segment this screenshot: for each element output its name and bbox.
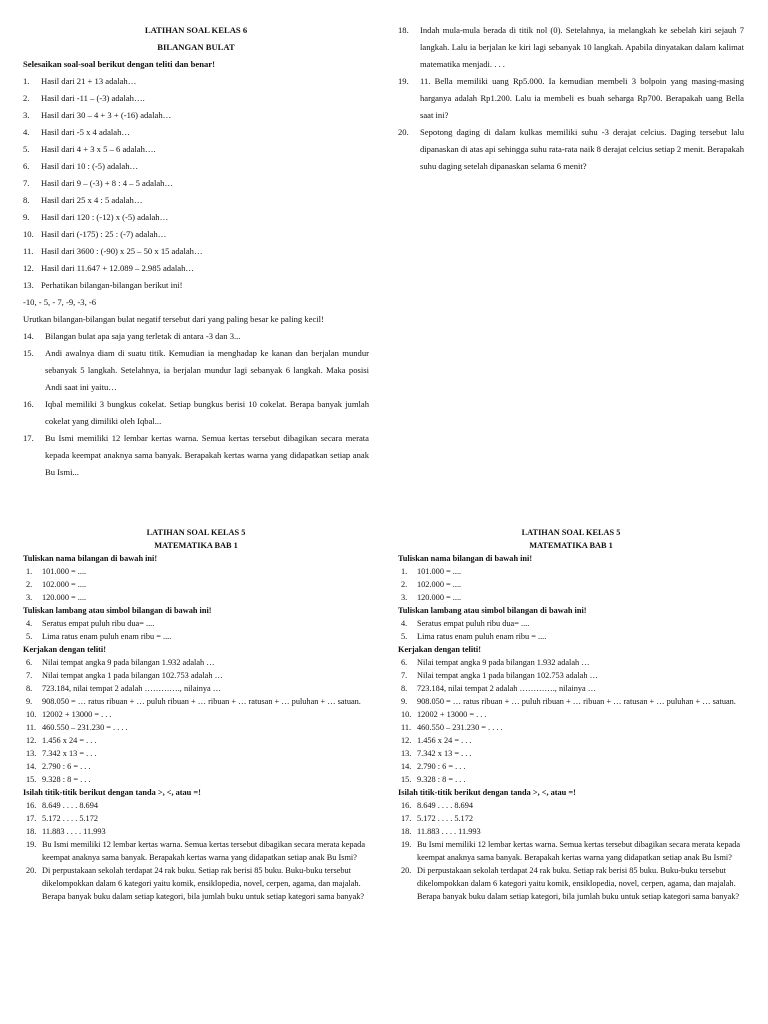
- question-item: [23, 141, 369, 158]
- question-text: Di perpustakaan sekolah terdapat 24 rak buku. Setiap rak berisi 85 buku. Buku-buku tersebut dikelompokkan dalam 6 kategori yaitu komik, ensiklopedia, novel, cerpen, agama, dan majalah. Berapa banyak buku dalam setiap kategori, bila jumlah buku untuk setiap kategori sama banyak?: [417, 866, 740, 901]
- question-number: 8.: [401, 684, 408, 693]
- question-item: [23, 812, 369, 825]
- question-item: [23, 617, 369, 630]
- question-number: 11.: [23, 246, 34, 256]
- question-number: 17.: [26, 814, 37, 823]
- question-text: Hasil dari 9 – (-3) + 8 : 4 – 5 adalah…: [41, 178, 174, 188]
- question-number: 12.: [26, 736, 37, 745]
- question-number: 8.: [26, 684, 33, 693]
- kelas5-section-4: Isilah titik-titik berikut dengan tanda >, <, atau =!: [398, 788, 576, 797]
- question-item: [23, 669, 369, 682]
- question-item: [398, 73, 744, 124]
- question-number: 6.: [26, 658, 33, 667]
- question-text: 102.000 = ....: [417, 580, 462, 589]
- question-number: 15.: [23, 348, 34, 358]
- question-number: 4.: [26, 619, 33, 628]
- question-item: [398, 799, 744, 812]
- question-text: Nilai tempat angka 9 pada bilangan 1.932 adalah …: [42, 658, 215, 667]
- question-text: Hasil dari 10 : (-5) adalah…: [41, 161, 139, 171]
- question-item: [398, 22, 744, 73]
- question-text: 9.328 : 8 = . . .: [417, 775, 466, 784]
- question-number: 11.: [26, 723, 37, 732]
- question-item: [398, 747, 744, 760]
- question-number: 17.: [23, 433, 34, 443]
- question-item: [23, 192, 369, 209]
- question-number: 13.: [401, 749, 412, 758]
- question-text: Andi awalnya diam di suatu titik. Kemudian ia menghadap ke kanan dan berjalan mundur sebanyak 5 langkah. Setelahnya, ia berjalan mundur lagi sebanyak 6 langkah. Maka posisi Andi saat ini yaitu…: [45, 348, 369, 392]
- question-text: 7.342 x 13 = . . .: [42, 749, 97, 758]
- question-text: Nilai tempat angka 1 pada bilangan 102.753 adalah …: [42, 671, 223, 680]
- question-number: 6.: [23, 161, 30, 171]
- question-number: 16.: [23, 399, 34, 409]
- question-text: Bu Ismi memiliki 12 lembar kertas warna. Semua kertas tersebut dibagikan secara merata kepada keempat anaknya sama banyak. Berapakah kertas warna yang didapatkan setiap anak Bu Ismi?: [42, 840, 365, 862]
- question-item: [23, 345, 369, 396]
- kelas5-group-1: [398, 565, 744, 604]
- question-number: 7.: [401, 671, 408, 680]
- question-text: 120.000 = ....: [42, 593, 87, 602]
- question-text: 1.456 x 24 = . . .: [417, 736, 472, 745]
- question-item: [23, 799, 369, 812]
- question-number: 9.: [26, 697, 33, 706]
- question-number: 17.: [401, 814, 412, 823]
- question-text: 7.342 x 13 = . . .: [417, 749, 472, 758]
- question-item: [398, 838, 744, 864]
- question-number: 8.: [23, 195, 30, 205]
- question-text: 101.000 = ....: [417, 567, 462, 576]
- question-text: 102.000 = ....: [42, 580, 87, 589]
- question-number: 9.: [23, 212, 30, 222]
- question-number: 7.: [23, 178, 30, 188]
- question-number: 5.: [23, 144, 30, 154]
- question-text: 908.050 = … ratus ribuan + … puluh ribuan + … ribuan + … ratusan + … puluhan + … satuan.: [42, 697, 361, 706]
- question-text: Hasil dari 120 : (-12) x (-5) adalah…: [41, 212, 169, 222]
- question-text: 908.050 = … ratus ribuan + … puluh ribuan + … ribuan + … ratusan + … puluhan + … satuan.: [417, 697, 736, 706]
- question-item: [23, 73, 369, 90]
- question-number: 18.: [398, 25, 409, 35]
- question-text: 9.328 : 8 = . . .: [42, 775, 91, 784]
- question-text: 11.883 . . . . 11.993: [417, 827, 481, 836]
- question-text: Indah mula-mula berada di titik nol (0). Setelahnya, ia melangkah ke sebelah kiri sejauh 7 langkah. Lalu ia berjalan ke kiri lagi sebanyak 10 langkah. Apabila dinyatakan dalam kalimat matematika menjadi. . . .: [420, 25, 744, 69]
- question-item: [23, 656, 369, 669]
- kelas5-group-2: [398, 617, 744, 643]
- question-text: Hasil dari 30 – 4 + 3 + (-16) adalah…: [41, 110, 172, 120]
- question-item: [23, 430, 369, 481]
- question-text: Hasil dari (-175) : 25 : (-7) adalah…: [41, 229, 167, 239]
- kelas5-group-2: [23, 617, 369, 643]
- question-text: Hasil dari 3600 : (-90) x 25 – 50 x 15 adalah…: [41, 246, 203, 256]
- question-text: 101.000 = ....: [42, 567, 87, 576]
- kelas5-title: LATIHAN SOAL KELAS 5: [521, 528, 621, 537]
- question-text: Bilangan bulat apa saja yang terletak di antara -3 dan 3...: [45, 331, 241, 341]
- question-number: 4.: [401, 619, 408, 628]
- question-text: Hasil dari -5 x 4 adalah…: [41, 127, 131, 137]
- question-number: 6.: [401, 658, 408, 667]
- question-text: Di perpustakaan sekolah terdapat 24 rak buku. Setiap rak berisi 85 buku. Buku-buku tersebut dikelompokkan dalam 6 kategori yaitu komik, ensiklopedia, novel, cerpen, agama, dan majalah. Berapa banyak buku dalam setiap kategori, bila jumlah buku untuk setiap kategori sama banyak?: [42, 866, 365, 901]
- kelas6-subtitle: BILANGAN BULAT: [157, 42, 235, 52]
- question-item: [398, 669, 744, 682]
- question-number: 19.: [26, 840, 37, 849]
- question-number: 18.: [26, 827, 37, 836]
- question-number: 4.: [23, 127, 30, 137]
- question-text: Bu Ismi memiliki 12 lembar kertas warna. Semua kertas tersebut dibagikan secara merata kepada keempat anaknya sama banyak. Berapakah kertas warna yang didapatkan setiap anak Bu Ismi...: [45, 433, 369, 477]
- question-text: 11.883 . . . . 11.993: [42, 827, 106, 836]
- kelas5-group-1: [23, 565, 369, 604]
- question-number: 19.: [401, 840, 412, 849]
- question-number: 15.: [26, 775, 37, 784]
- question-text: Lima ratus enam puluh enam ribu = ....: [417, 632, 547, 641]
- question-text: Perhatikan bilangan-bilangan berikut ini!: [41, 280, 183, 290]
- question-text: 5.172 . . . . 5.172: [417, 814, 474, 823]
- question-text: Nilai tempat angka 9 pada bilangan 1.932 adalah …: [417, 658, 590, 667]
- question-number: 7.: [26, 671, 33, 680]
- kelas6-list-a: [23, 73, 369, 294]
- question-item: [398, 825, 744, 838]
- kelas6-list-b: [23, 328, 369, 481]
- kelas5-subtitle: MATEMATIKA BAB 1: [529, 541, 613, 550]
- question-number: 12.: [401, 736, 412, 745]
- question-text: 8.649 . . . . 8.694: [417, 801, 474, 810]
- question-item: [398, 760, 744, 773]
- question-item: [398, 721, 744, 734]
- question-item: [23, 124, 369, 141]
- question-text: Hasil dari 4 + 3 x 5 – 6 adalah….: [41, 144, 156, 154]
- question-text: Lima ratus enam puluh enam ribu = ....: [42, 632, 172, 641]
- kelas5-title: LATIHAN SOAL KELAS 5: [146, 528, 246, 537]
- kelas6-sort-instruction: Urutkan bilangan-bilangan bulat negatif tersebut dari yang paling besar ke paling kecil!: [23, 314, 324, 324]
- question-text: Bu Ismi memiliki 12 lembar kertas warna. Semua kertas tersebut dibagikan secara merata kepada keempat anaknya sama banyak. Berapakah kertas warna yang didapatkan setiap anak Bu Ismi?: [417, 840, 740, 862]
- question-number: 5.: [26, 632, 33, 641]
- question-item: [23, 243, 369, 260]
- question-number: 15.: [401, 775, 412, 784]
- question-item: [23, 747, 369, 760]
- question-item: [398, 124, 744, 175]
- kelas6-numbers: -10, - 5, - 7, -9, -3, -6: [23, 297, 97, 307]
- kelas5-sheet-left: [23, 526, 369, 903]
- kelas6-column-left: [23, 22, 369, 481]
- question-item: [23, 838, 369, 864]
- question-item: [23, 90, 369, 107]
- question-item: [23, 591, 369, 604]
- question-number: 16.: [26, 801, 37, 810]
- question-number: 20.: [26, 866, 37, 875]
- kelas5-section-1: Tuliskan nama bilangan di bawah ini!: [23, 554, 158, 563]
- question-item: [23, 107, 369, 124]
- question-item: [398, 630, 744, 643]
- question-item: [23, 565, 369, 578]
- question-number: 2.: [26, 580, 33, 589]
- question-item: [398, 864, 744, 903]
- question-item: [398, 734, 744, 747]
- kelas5-group-3: [23, 656, 369, 786]
- question-text: 2.790 : 6 = . . .: [42, 762, 91, 771]
- question-text: Sepotong daging di dalam kulkas memiliki suhu -3 derajat celcius. Daging tersebut lalu dipanaskan di atas api sehingga suhu rata-rata naik 8 derajat celcius setiap 2 menit. Berapakah suhu daging setelah dipanaskan selama 6 menit?: [420, 127, 744, 171]
- question-item: [23, 760, 369, 773]
- question-number: 10.: [401, 710, 412, 719]
- question-item: [23, 158, 369, 175]
- kelas5-group-4: [398, 799, 744, 903]
- question-item: [398, 565, 744, 578]
- question-number: 11.: [401, 723, 412, 732]
- question-item: [398, 682, 744, 695]
- question-number: 5.: [401, 632, 408, 641]
- kelas5-sheet-right: [398, 526, 744, 903]
- kelas5-subtitle: MATEMATIKA BAB 1: [154, 541, 238, 550]
- question-item: [23, 260, 369, 277]
- question-number: 13.: [26, 749, 37, 758]
- kelas5-section-3: Kerjakan dengan teliti!: [398, 645, 481, 654]
- question-text: 120.000 = ....: [417, 593, 462, 602]
- question-text: 12002 + 13000 = . . .: [417, 710, 487, 719]
- question-item: [398, 708, 744, 721]
- question-text: Hasil dari 25 x 4 : 5 adalah…: [41, 195, 143, 205]
- question-number: 2.: [23, 93, 30, 103]
- question-item: [398, 773, 744, 786]
- question-text: Hasil dari 11.647 + 12.089 – 2.985 adalah…: [41, 263, 194, 273]
- question-item: [398, 591, 744, 604]
- question-item: [398, 812, 744, 825]
- question-number: 9.: [401, 697, 408, 706]
- kelas5-section-2: Tuliskan lambang atau simbol bilangan di bawah ini!: [398, 606, 587, 615]
- kelas5-group-4: [23, 799, 369, 903]
- question-item: [23, 721, 369, 734]
- question-number: 16.: [401, 801, 412, 810]
- question-item: [23, 734, 369, 747]
- question-item: [23, 864, 369, 903]
- question-item: [23, 630, 369, 643]
- kelas5-section-3: Kerjakan dengan teliti!: [23, 645, 106, 654]
- question-number: 10.: [23, 229, 34, 239]
- question-number: 1.: [23, 76, 30, 86]
- question-number: 3.: [401, 593, 408, 602]
- kelas5-section-2: Tuliskan lambang atau simbol bilangan di bawah ini!: [23, 606, 212, 615]
- question-text: 5.172 . . . . 5.172: [42, 814, 99, 823]
- kelas5-group-3: [398, 656, 744, 786]
- question-item: [23, 277, 369, 294]
- question-item: [398, 695, 744, 708]
- question-text: Seratus empat puluh ribu dua= ....: [42, 619, 155, 628]
- question-number: 12.: [23, 263, 34, 273]
- question-number: 14.: [401, 762, 412, 771]
- kelas6-title: LATIHAN SOAL KELAS 6: [144, 25, 248, 35]
- question-item: [23, 825, 369, 838]
- question-number: 3.: [26, 593, 33, 602]
- question-text: 723.184, nilai tempat 2 adalah …………., nilainya …: [417, 684, 597, 693]
- question-text: Iqbal memiliki 3 bungkus cokelat. Setiap bungkus berisi 10 cokelat. Berapa banyak jumlah cokelat yang dimiliki oleh Iqbal...: [45, 399, 369, 426]
- question-text: Seratus empat puluh ribu dua= ....: [417, 619, 530, 628]
- kelas6-instruction: Selesaikan soal-soal berikut dengan teliti dan benar!: [23, 59, 215, 69]
- question-text: 460.550 – 231.230 = . . . .: [417, 723, 503, 732]
- question-number: 10.: [26, 710, 37, 719]
- question-item: [398, 617, 744, 630]
- question-item: [398, 578, 744, 591]
- question-text: 12002 + 13000 = . . .: [42, 710, 112, 719]
- question-number: 2.: [401, 580, 408, 589]
- question-item: [23, 396, 369, 430]
- question-item: [23, 682, 369, 695]
- question-text: 2.790 : 6 = . . .: [417, 762, 466, 771]
- question-item: [398, 656, 744, 669]
- question-item: [23, 209, 369, 226]
- kelas5-section-1: Tuliskan nama bilangan di bawah ini!: [398, 554, 533, 563]
- question-number: 13.: [23, 280, 34, 290]
- question-number: 14.: [26, 762, 37, 771]
- question-text: 8.649 . . . . 8.694: [42, 801, 99, 810]
- question-text: Hasil dari -11 – (-3) adalah….: [41, 93, 145, 103]
- question-item: [23, 328, 369, 345]
- question-text: Nilai tempat angka 1 pada bilangan 102.753 adalah …: [417, 671, 598, 680]
- question-text: 460.550 – 231.230 = . . . .: [42, 723, 128, 732]
- question-number: 14.: [23, 331, 34, 341]
- question-number: 20.: [398, 127, 409, 137]
- question-item: [23, 226, 369, 243]
- question-number: 1.: [26, 567, 33, 576]
- question-item: [23, 175, 369, 192]
- question-item: [23, 578, 369, 591]
- question-number: 1.: [401, 567, 408, 576]
- question-item: [23, 773, 369, 786]
- question-text: 723.184, nilai tempat 2 adalah …………., nilainya …: [42, 684, 222, 693]
- question-number: 20.: [401, 866, 412, 875]
- kelas6-list-c: [398, 22, 744, 175]
- question-number: 19.: [398, 76, 409, 86]
- question-text: Hasil dari 21 + 13 adalah…: [41, 76, 137, 86]
- question-number: 18.: [401, 827, 412, 836]
- kelas6-column-right: [398, 22, 744, 175]
- question-item: [23, 695, 369, 708]
- kelas5-section-4: Isilah titik-titik berikut dengan tanda >, <, atau =!: [23, 788, 201, 797]
- question-text: 1.456 x 24 = . . .: [42, 736, 97, 745]
- question-number: 3.: [23, 110, 30, 120]
- question-item: [23, 708, 369, 721]
- question-text: 11. Bella memiliki uang Rp5.000. Ia kemudian membeli 3 bolpoin yang masing-masing harganya adalah Rp1.200. Lalu ia membeli es buah seharga Rp700. Berapakah uang Bella saat ini?: [420, 76, 744, 120]
